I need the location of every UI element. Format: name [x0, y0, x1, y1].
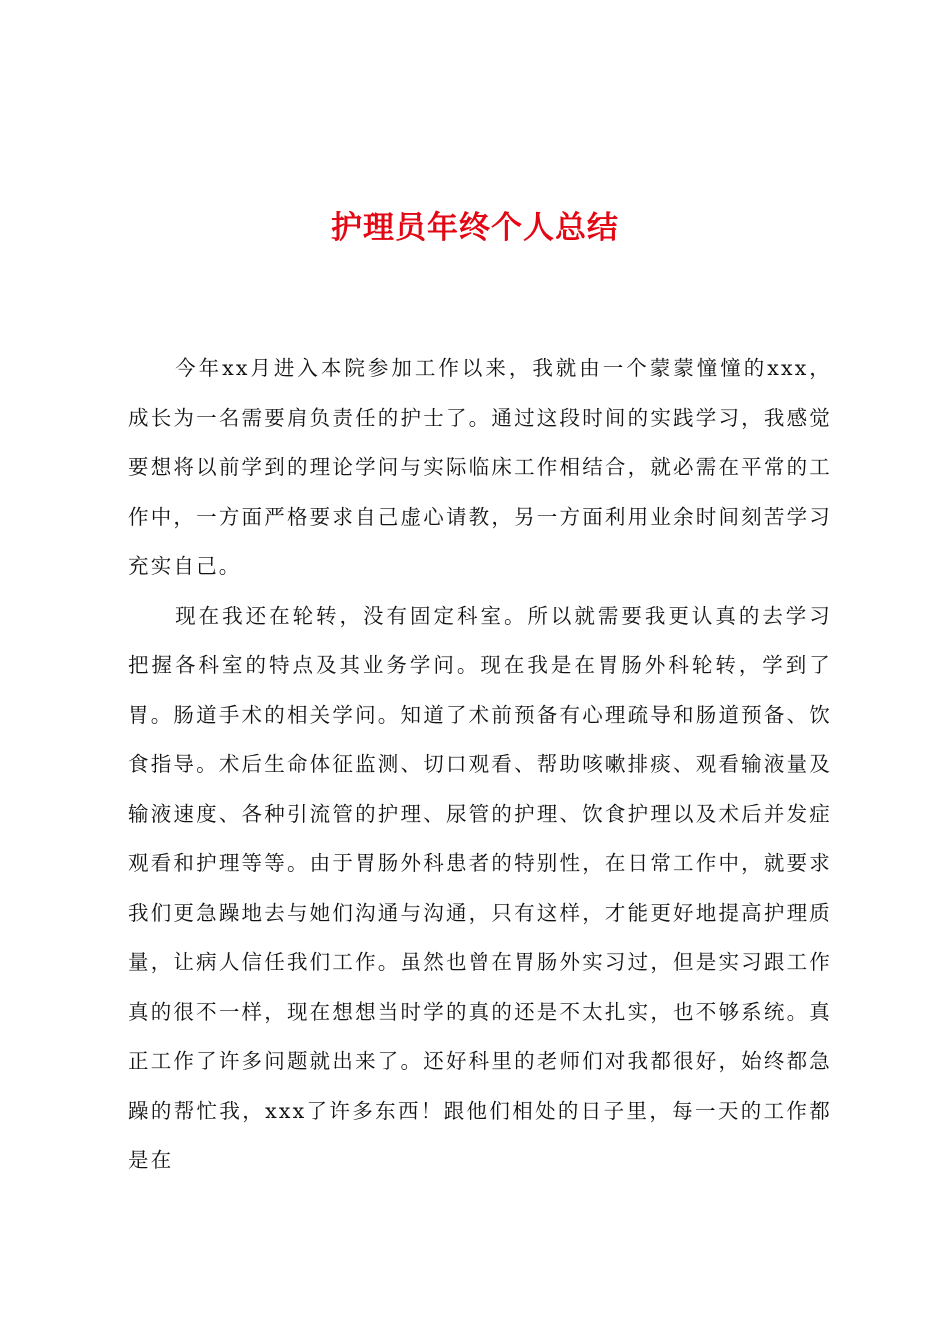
document-title: 护理员年终个人总结 [331, 210, 619, 246]
paragraph-2: 现在我还在轮转，没有固定科室。所以就需要我更认真的去学习把握各科室的特点及其业务学问。现在我是在胃肠外科轮转，学到了胃。肠道手术的相关学问。知道了术前预备有心理疏导和肠道预备、饮食指导。术后生命体征监测、切口观看、帮助咳嗽排痰、观看输液量及输液速度、各种引流管的护理、尿管的护理、饮食护理以及术后并发症观看和护理等等。由于胃肠外科患者的特别性，在日常工作中，就要求我们更急躁地去与她们沟通与沟通，只有这样，才能更好地提高护理质量，让病人信任我们工作。虽然也曾在胃肠外实习过，但是实习跟工作真的很不一样，现在想想当时学的真的还是不太扎实，也不够系统。真正工作了许多问题就出来了。还好科里的老师们对我都很好，始终都急躁的帮忙我，xxx了许多东西！跟他们相处的日子里，每一天的工作都是在 [128, 603, 832, 1172]
paragraph-1: 今年xx月进入本院参加工作以来，我就由一个蒙蒙憧憧的xxx，成长为一名需要肩负责任的护士了。通过这段时间的实践学习，我感觉要想将以前学到的理论学问与实际临床工作相结合，就必需在平常的工作中，一方面严格要求自己虚心请教，另一方面利用业余时间刻苦学习充实自己。 [128, 356, 832, 578]
document-body [128, 344, 832, 1186]
